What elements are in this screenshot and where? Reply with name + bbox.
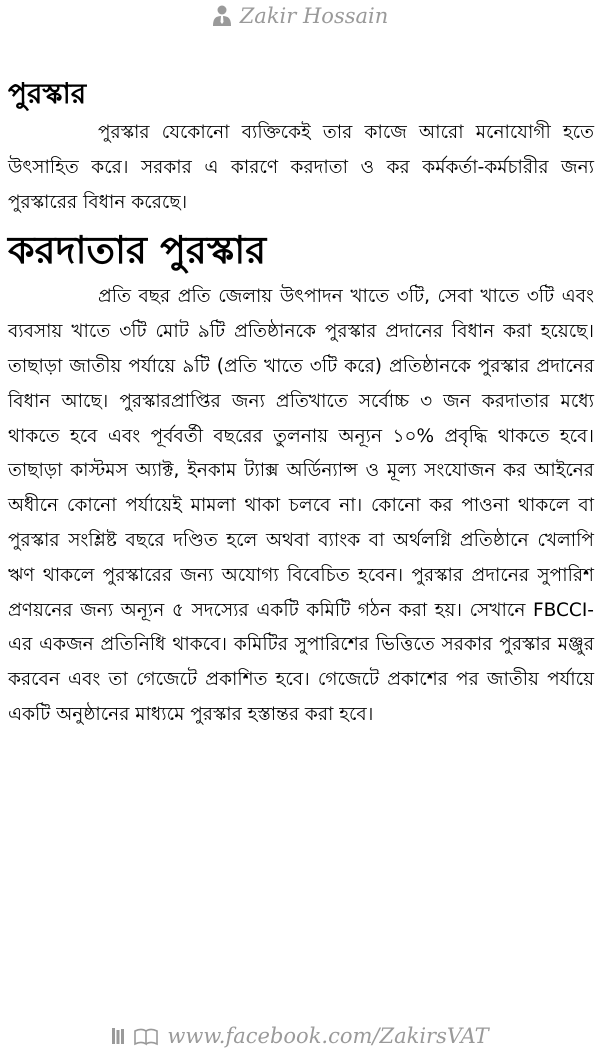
- section-heading-reward: পুরস্কার: [8, 77, 87, 110]
- article: [8, 72, 594, 733]
- section-heading-taxpayer-reward: করদাতার পুরস্কার: [8, 228, 267, 273]
- paragraph-reward: পুরস্কার যেকোনো ব্যক্তিকেই তার কাজে আরো মনোযোগী হতে উৎসাহিত করে। সরকার এ কারণে করদাতা ও কর কর্মকর্তা-কর্মচারীর জন্য পুরস্কারের বিধান করেছে।: [8, 122, 594, 213]
- author-name: Zakir Hossain: [239, 4, 389, 28]
- books-icon: [111, 1026, 159, 1046]
- footer-url: www.facebook.com/ZakirsVAT: [167, 1024, 489, 1048]
- page-header: [0, 4, 600, 28]
- page-footer: [0, 1024, 600, 1048]
- paragraph-taxpayer-reward: প্রতি বছর প্রতি জেলায় উৎপাদন খাতে ৩টি, সেবা খাতে ৩টি এবং ব্যবসায় খাতে ৩টি মোট ৯টি প্রতিষ্ঠানকে পুরস্কার প্রদানের বিধান করা হয়েছে। তাছাড়া জাতীয় পর্যায়ে ৯টি (প্রতি খাতে ৩টি করে) প্রতিষ্ঠানকে পুরস্কার প্রদানের বিধান আছে। পুরস্কারপ্রাপ্তির জন্য প্রতিখাতে সর্বোচ্চ ৩ জন করদাতার মধ্যে থাকতে হবে এবং পূর্ববর্তী বছরের তুলনায় অন্যূন ১০% প্রবৃদ্ধি থাকতে হবে। তাছাড়া কাস্টমস অ্যাক্ট, ইনকাম ট্যাক্স অর্ডিন্যান্স ও মূল্য সংযোজন কর আইনের অধীনে কোনো পর্যায়েই মামলা থাকা চলবে না। কোনো কর পাওনা থাকলে বা পুরস্কার সংশ্লিষ্ট বছরে দণ্ডিত হলে অথবা ব্যাংক বা অর্থলগ্নি প্রতিষ্ঠানে খেলাপি ঋণ থাকলে পুরস্কারের জন্য অযোগ্য বিবেচিত হবেন। পুরস্কার প্রদানের সুপারিশ প্রণয়নের জন্য অন্যূন ৫ সদস্যের একটি কমিটি গঠন করা হয়। সেখানে FBCCI-এর একজন প্রতিনিধি থাকবে। কমিটির সুপারিশের ভিত্তিতে সরকার পুরস্কার মঞ্জুর করবেন এবং তা গেজেটে প্রকাশিত হবে। গেজেটে প্রকাশের পর জাতীয় পর্যায়ে একটি অনুষ্ঠানের মাধ্যমে পুরস্কার হস্তান্তর করা হবে।: [8, 286, 594, 725]
- person-icon: [212, 4, 232, 26]
